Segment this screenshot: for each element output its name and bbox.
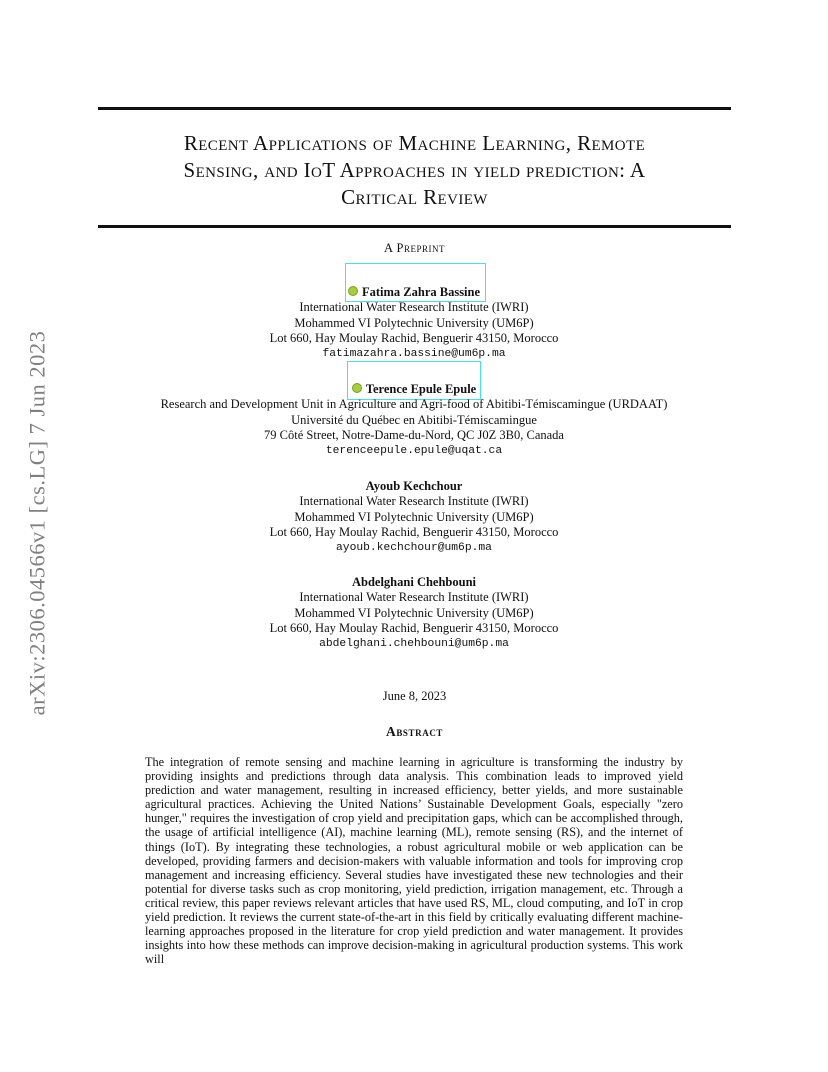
author-affiliation: Mohammed VI Polytechnic University (UM6P) (294, 509, 534, 524)
author-affiliation: International Water Research Institute (IWRI) (299, 590, 529, 605)
author-name: Terence Epule Epule (60, 382, 768, 397)
author-affiliation: Lot 660, Hay Moulay Rachid, Benguerir 43150, Morocco (269, 331, 559, 346)
title-bottom-rule (98, 225, 731, 228)
author-affiliation: Université du Québec en Abitibi-Témiscamingue (291, 412, 537, 427)
preprint-label: A Preprint (384, 241, 445, 255)
author-block (60, 382, 768, 459)
arxiv-identifier (22, 298, 52, 748)
orcid-icon[interactable] (352, 383, 362, 393)
abstract-body: The integration of remote sensing and machine learning in agriculture is transforming the industry by providing insights and predictions through data analysis. This combination leads to improved yield prediction and water management, resulting in increased efficiency, better yields, and more sustainable agricultural practices. Achieving the United Nations’ Sustainable Development Goals, especially "zero hunger," requires the investigation of crop yield and precipitation gaps, which can be accomplished through, the usage of artificial intelligence (AI), machine learning (ML), remote sensing (RS), and the internet of things (IoT). By integrating these technologies, a robust agricultural mobile or web application can be developed, providing farmers and decision-makers with valuable information and tools for improving crop management and increasing efficiency. Several studies have investigated these new technologies and their potential for diverse tasks such as crop monitoring, yield prediction, irrigation management, etc. Through a critical review, this paper reviews relevant articles that have used RS, ML, cloud computing, and IoT in crop yield prediction. It reviews the current state-of-the-art in this field by critically evaluating different machine-learning approaches proposed in the literature for crop yield prediction and water management. It provides insights into how these methods can improve decision-making in agricultural production systems. This work will (145, 755, 683, 967)
author-affiliation: Mohammed VI Polytechnic University (UM6P) (294, 605, 534, 620)
publication-date: June 8, 2023 (382, 689, 447, 703)
author-affiliation: Mohammed VI Polytechnic University (UM6P) (294, 315, 534, 330)
title-top-rule (98, 107, 731, 110)
author-affiliation: Research and Development Unit in Agriculture and Agri-food of Abitibi-Témiscamingue (URDAAT) (160, 397, 668, 412)
author-name: Ayoub Kechchour (365, 479, 463, 493)
author-affiliation: 79 Côté Street, Notre-Dame-du-Nord, QC J0Z 3B0, Canada (264, 428, 564, 443)
author-email[interactable]: fatimazahra.bassine@um6p.ma (322, 347, 506, 360)
author-email[interactable]: abdelghani.chehbouni@um6p.ma (319, 637, 509, 650)
author-affiliation: International Water Research Institute (IWRI) (299, 494, 529, 509)
paper-title (98, 130, 731, 211)
author-email[interactable]: terenceepule.epule@uqat.ca (325, 444, 503, 457)
author-block (60, 575, 768, 652)
author-block (60, 285, 768, 362)
author-affiliation: International Water Research Institute (IWRI) (299, 300, 529, 315)
title-line: Recent Applications of Machine Learning, Remote (183, 131, 646, 155)
orcid-icon[interactable] (348, 286, 358, 296)
author-affiliation: Lot 660, Hay Moulay Rachid, Benguerir 43150, Morocco (269, 525, 559, 540)
author-name: Abdelghani Chehbouni (351, 575, 476, 589)
abstract-heading: Abstract (385, 724, 444, 739)
author-name: Fatima Zahra Bassine (60, 285, 768, 300)
arxiv-identifier-text: arXiv:2306.04566v1 [cs.LG] 7 Jun 2023 (24, 330, 49, 716)
author-block (60, 479, 768, 556)
title-line: Critical Review (341, 185, 488, 209)
title-line: Sensing, and IoT Approaches in yield prediction: A (183, 158, 646, 182)
author-affiliation: Lot 660, Hay Moulay Rachid, Benguerir 43150, Morocco (269, 621, 559, 636)
author-email[interactable]: ayoub.kechchour@um6p.ma (336, 541, 492, 554)
